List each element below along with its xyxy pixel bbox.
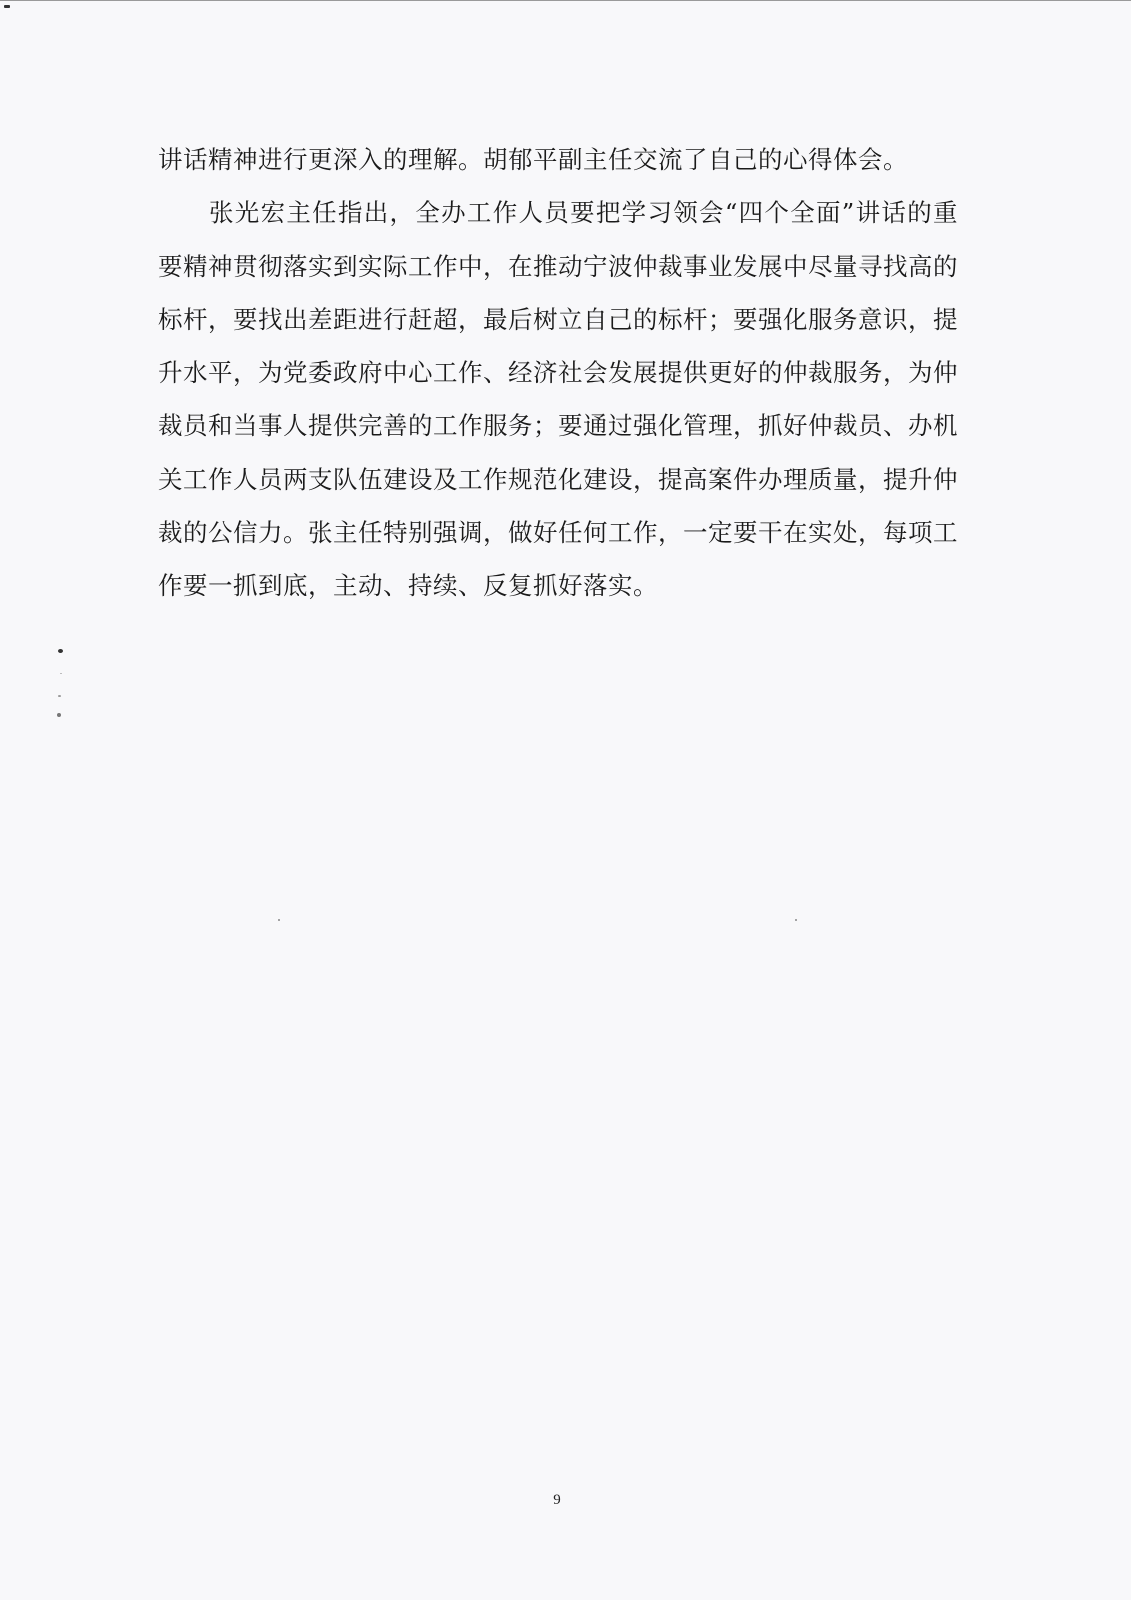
page-number: 9 (553, 1492, 561, 1508)
scan-speck (57, 713, 61, 717)
document-body (158, 133, 958, 613)
scan-speck (58, 695, 61, 697)
scan-speck (278, 919, 280, 921)
paragraph-continuation: 讲话精神进行更深入的理解。胡郁平副主任交流了自己的心得体会。 (158, 145, 908, 174)
scan-speck (4, 5, 10, 8)
scan-speck (58, 649, 63, 653)
paragraph-director-remarks: 张光宏主任指出，全办工作人员要把学习领会“四个全面”讲话的重要精神贯彻落实到实际工作中，在推动宁波仲裁事业发展中尽量寻找高的标杆，要找出差距进行赶超，最后树立自己的标杆；要强化服务意识，提升水平，为党委政府中心工作、经济社会发展提供更好的仲裁服务，为仲裁员和当事人提供完善的工作服务；要通过强化管理，抓好仲裁员、办机关工作人员两支队伍建设及工作规范化建设，提高案件办理质量，提升仲裁的公信力。张主任特别强调，做好任何工作，一定要干在实处，每项工作要一抓到底，主动、持续、反复抓好落实。 (158, 198, 958, 601)
scan-speck (60, 673, 62, 674)
scan-speck (795, 919, 797, 921)
